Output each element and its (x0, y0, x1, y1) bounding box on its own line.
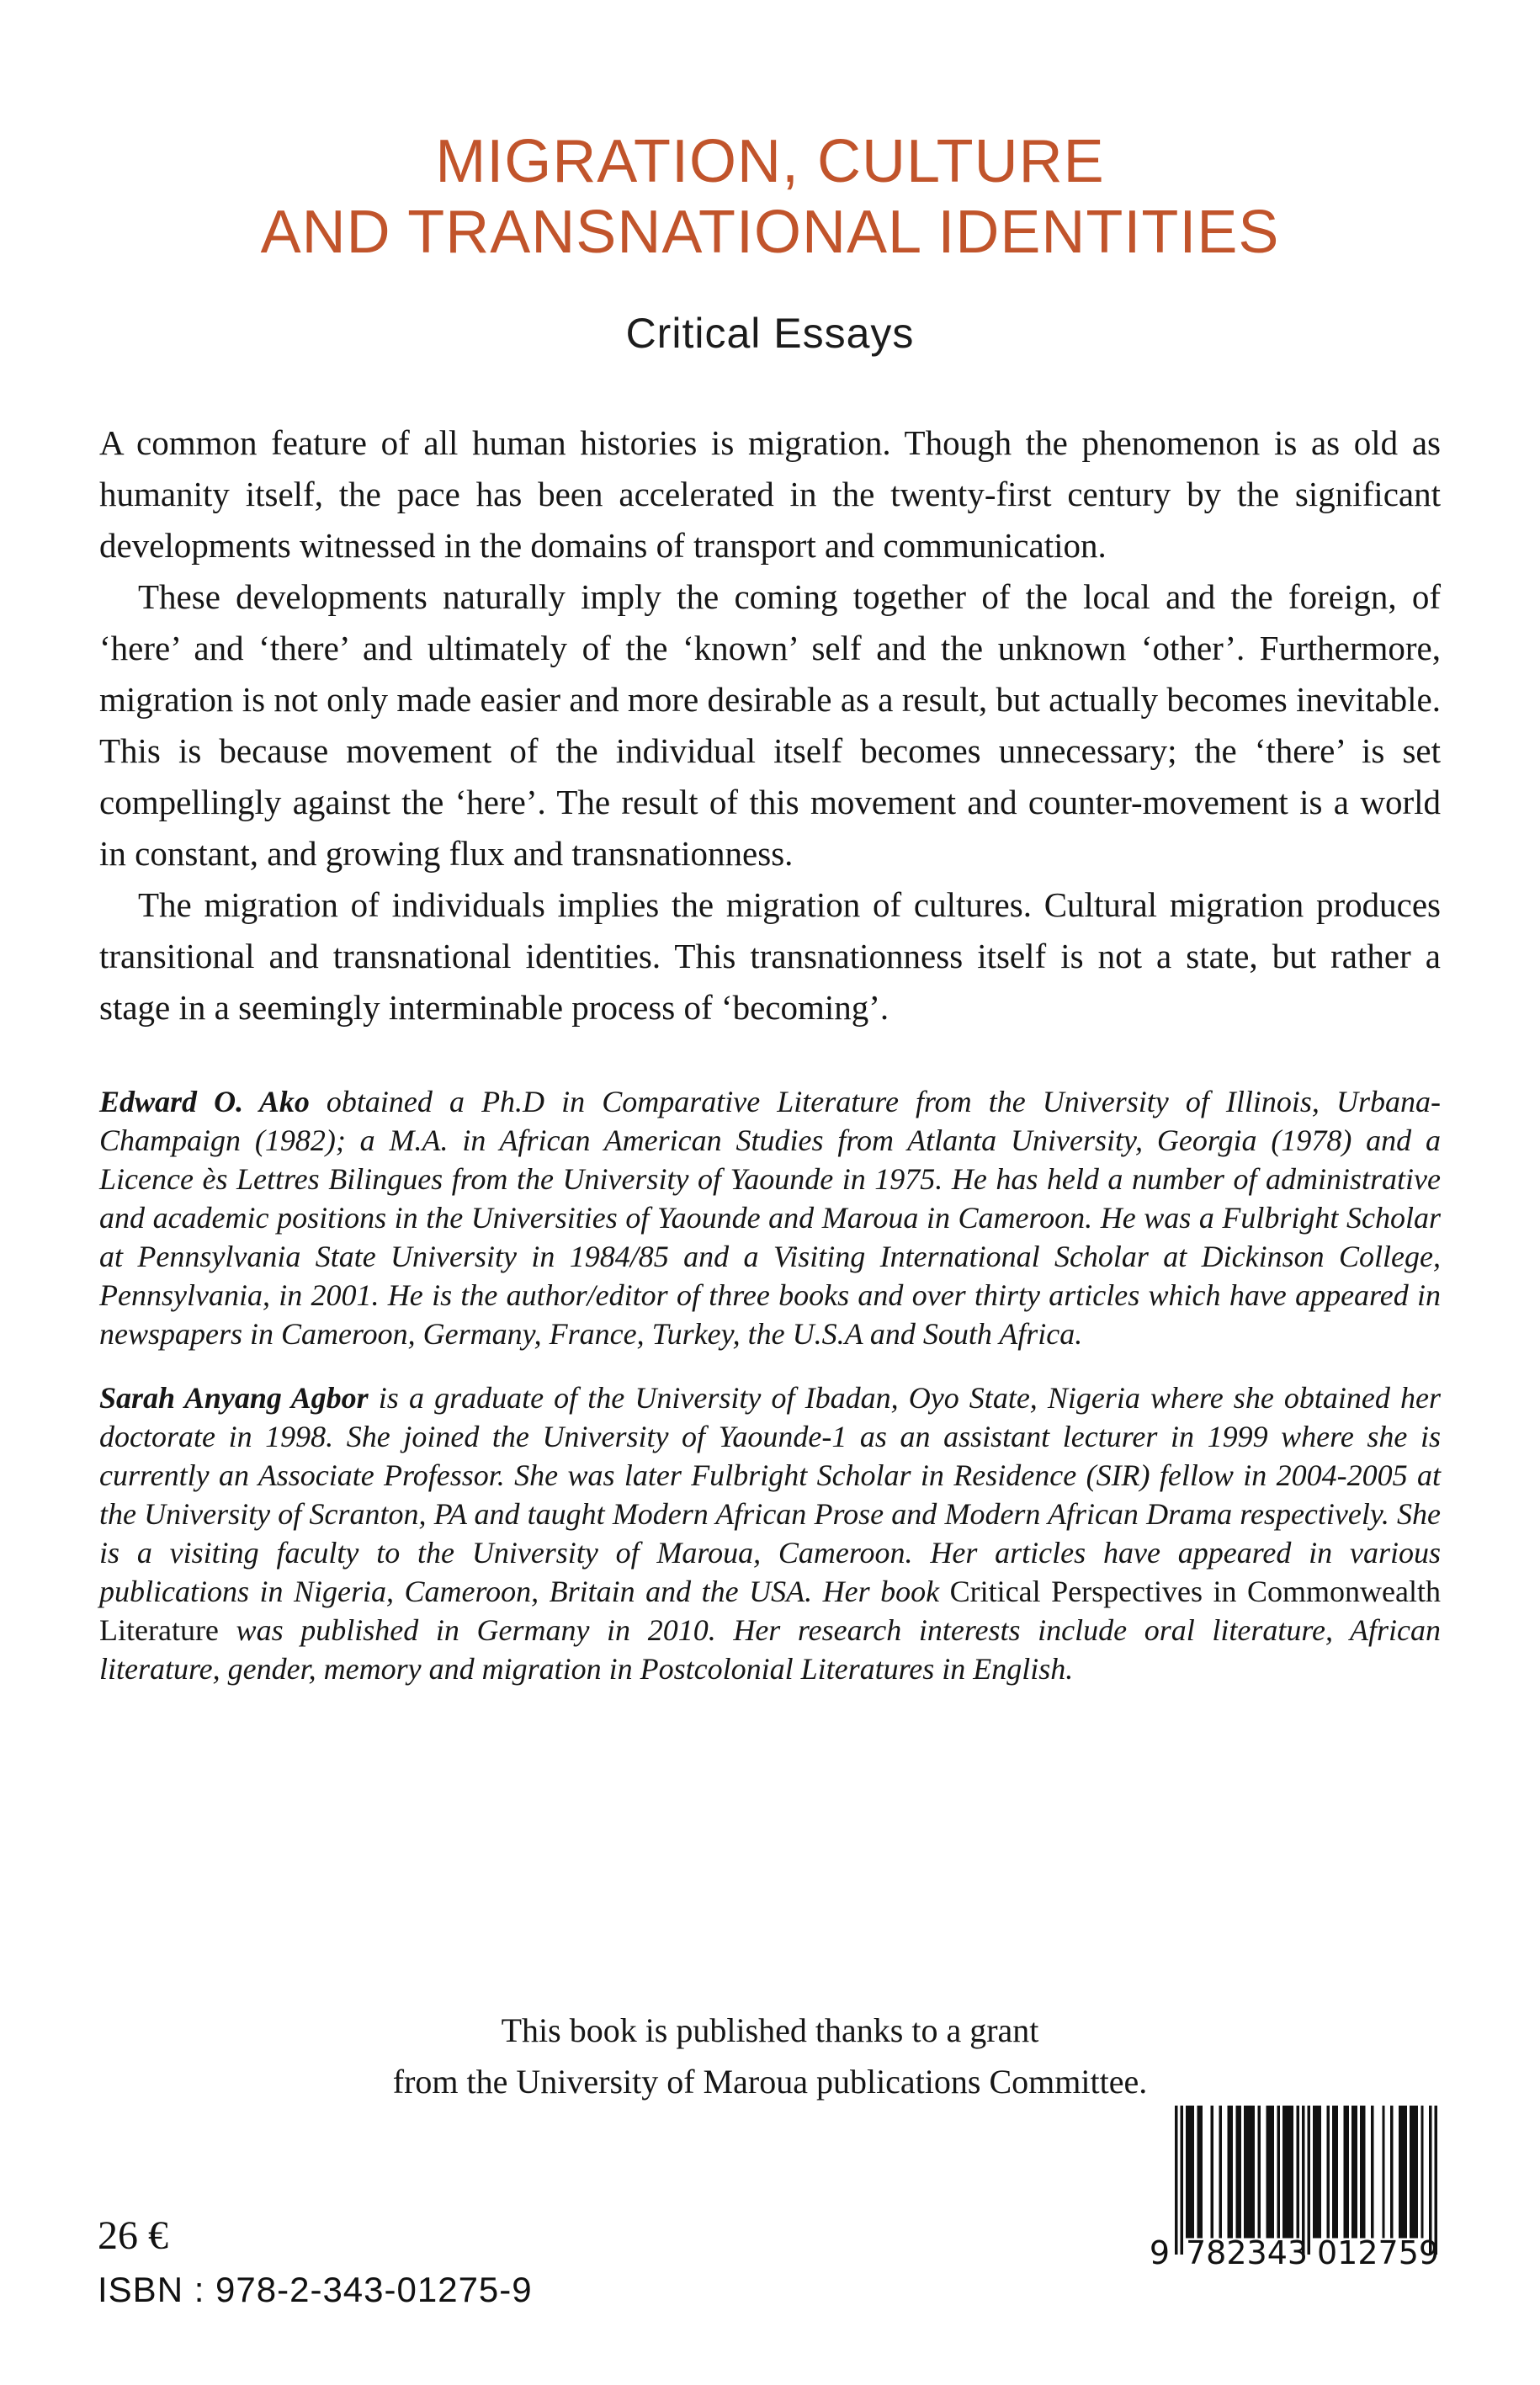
book-title-line1: MIGRATION, CULTURE (435, 128, 1105, 195)
author-name: Sarah Anyang Agbor (99, 1381, 369, 1415)
grant-note-line1: This book is published thanks to a grant (501, 2011, 1039, 2049)
grant-note (0, 2005, 1540, 2107)
author-bios (99, 1082, 1441, 1688)
grant-note-line2: from the University of Maroua publications Committee. (392, 2063, 1148, 2101)
author-name: Edward O. Ako (99, 1085, 310, 1118)
book-subtitle: Critical Essays (625, 310, 915, 357)
referenced-book-title: Critical Perspectives in Commonwealth Literature (99, 1575, 1441, 1647)
isbn: ISBN : 978-2-343-01275-9 (98, 2270, 533, 2309)
bio-text: is a graduate of the University of Ibadan, Oyo State, Nigeria where she obtained her doctorate in 1998. She joined the University of Yaounde-1 as an assistant lecturer in 1999 where she is currently an Associate Professor. She was later Fulbright Scholar in Residence (SIR) fellow in 2004-2005 at the University of Scranton, PA and taught Modern African Prose and Modern African Drama respectively. She is a visiting faculty to the University of Maroua, Cameroon. Her articles have appeared in various publications in Nigeria, Cameroon, Britain and the USA. Her book (99, 1381, 1442, 1608)
price-isbn-block (98, 2213, 533, 2311)
book-title (99, 126, 1441, 268)
bio-text: obtained a Ph.D in Comparative Literature from the University of Illinois, Urbana-Champaign (1982); a M.A. in African American Studies from Atlanta University, Georgia (1978) and a Licence ès Lettres Bilingues from the University of Yaounde in 1975. He has held a number of administrative and academic positions in the Universities of Yaounde and Maroua in Cameroon. He was a Fulbright Scholar at Pennsylvania State University in 1984/85 and a Visiting International Scholar at Dickinson College, Pennsylvania, in 2001. He is the author/editor of three books and over thirty articles which have appeared in newspapers in Cameroon, Germany, France, Turkey, the U.S.A and South Africa. (99, 1085, 1441, 1351)
barcode-digits-left: 782343 (1186, 2234, 1309, 2271)
barcode-digits-right: 012759 (1317, 2234, 1440, 2271)
price: 26 € (98, 2213, 168, 2258)
barcode-digit-first: 9 (1149, 2234, 1170, 2271)
ean13-barcode (1149, 2106, 1440, 2274)
bio-text: was published in Germany in 2010. Her research interests include oral literature, African literature, gender, memory and migration in Postcolonial Literatures in English. (99, 1613, 1441, 1686)
title-block (99, 126, 1441, 357)
bio-sarah-anyang-agbor (99, 1378, 1441, 1688)
synopsis (99, 417, 1441, 1033)
bio-edward-ako (99, 1082, 1441, 1353)
synopsis-paragraph-1: A common feature of all human histories is migration. Though the phenomenon is as old as humanity itself, the pace has been accelerated in the twenty-first century by the significant developments witnessed in the domains of transport and communication. (99, 423, 1441, 565)
book-title-line2: AND TRANSNATIONAL IDENTITIES (260, 199, 1280, 266)
synopsis-paragraph-2: These developments naturally imply the coming together of the local and the foreign, of ‘here’ and ‘there’ and ultimately of the ‘known’ self and the unknown ‘other’. Furthermore, migration is not only made easier and more desirable as a result, but actually becomes inevitable. This is because movement of the individual itself becomes unnecessary; the ‘there’ is set compellingly against the ‘here’. The result of this movement and counter-movement is a world in constant, and growing flux and transnationness. (99, 577, 1441, 873)
barcode-bars (1175, 2106, 1437, 2255)
synopsis-paragraph-3: The migration of individuals implies the migration of cultures. Cultural migration produces transitional and transnational identities. This transnationness itself is not a state, but rather a stage in a seemingly interminable process of ‘becoming’. (99, 885, 1441, 1027)
